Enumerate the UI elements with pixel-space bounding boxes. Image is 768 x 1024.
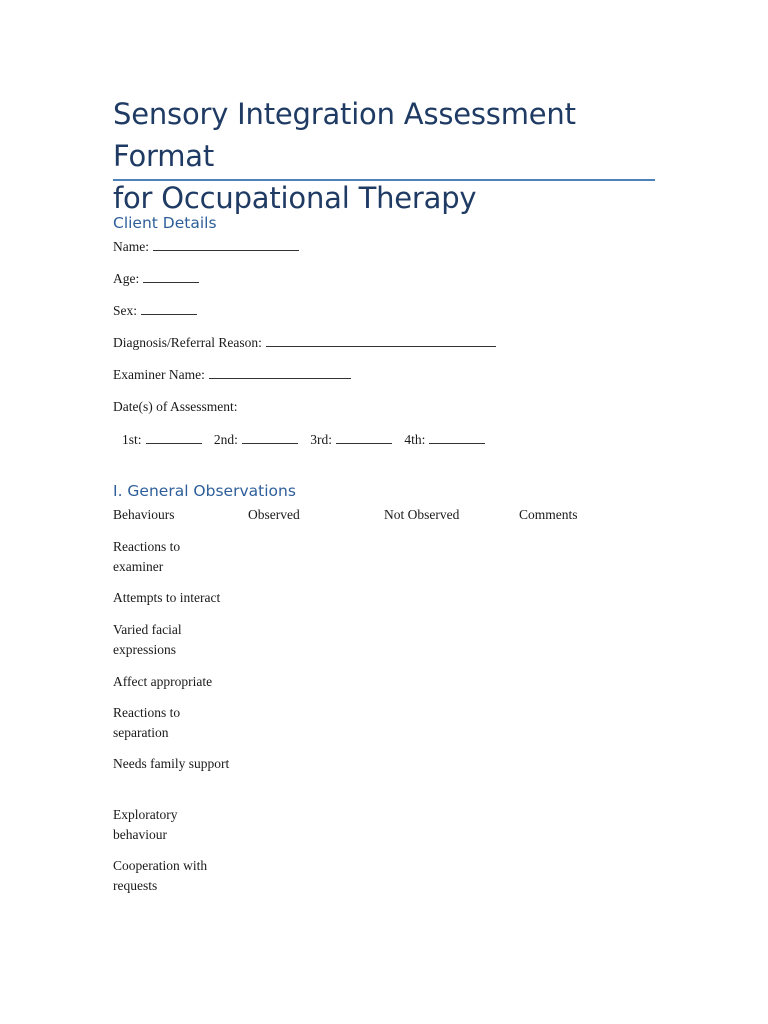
behaviour-row: Cooperation with requests xyxy=(113,858,208,893)
age-blank[interactable] xyxy=(143,270,199,283)
sex-blank[interactable] xyxy=(141,302,197,315)
document-title-line-1: Sensory Integration Assessment Format xyxy=(113,97,576,173)
date-1st-label: 1st: xyxy=(122,432,142,447)
date-3rd-blank[interactable] xyxy=(336,431,392,444)
date-1st xyxy=(122,431,202,449)
column-header-comments: Comments xyxy=(519,507,578,522)
behaviour-row: Exploratory behaviour xyxy=(113,807,178,842)
document-title-line-2: for Occupational Therapy xyxy=(113,181,477,215)
behaviour-row: Reactions to examiner xyxy=(113,539,181,574)
date-4th xyxy=(404,431,485,449)
name-label: Name: xyxy=(113,239,149,254)
client-details-heading: Client Details xyxy=(113,214,217,232)
date-2nd-blank[interactable] xyxy=(242,431,298,444)
behaviour-row: Affect appropriate xyxy=(113,674,213,689)
column-header-observed: Observed xyxy=(248,507,300,522)
general-observations-heading: I. General Observations xyxy=(113,482,296,500)
diagnosis-label: Diagnosis/Referral Reason: xyxy=(113,335,262,350)
date-4th-label: 4th: xyxy=(404,432,426,447)
assessment-dates-field xyxy=(113,398,237,416)
sex-field xyxy=(113,302,197,320)
date-2nd-label: 2nd: xyxy=(213,432,238,447)
date-1st-blank[interactable] xyxy=(146,431,202,444)
age-field xyxy=(113,270,199,288)
behaviour-row: Varied facial expressions xyxy=(113,622,182,657)
name-blank[interactable] xyxy=(153,238,299,251)
column-header-not-observed: Not Observed xyxy=(384,507,460,522)
title-underline xyxy=(113,179,655,181)
behaviour-row: Reactions to separation xyxy=(113,705,181,740)
assessment-dates-row xyxy=(122,431,494,449)
diagnosis-blank[interactable] xyxy=(266,334,496,347)
behaviour-row: Needs family support xyxy=(113,756,230,771)
date-4th-blank[interactable] xyxy=(429,431,485,444)
document-title xyxy=(113,93,673,219)
behaviour-row: Attempts to interact xyxy=(113,590,221,605)
name-field xyxy=(113,238,299,256)
examiner-name-label: Examiner Name: xyxy=(113,367,205,382)
date-3rd-label: 3rd: xyxy=(310,432,333,447)
date-2nd xyxy=(214,431,298,449)
sex-label: Sex: xyxy=(113,303,138,318)
date-3rd xyxy=(310,431,392,449)
diagnosis-field xyxy=(113,334,496,352)
examiner-name-blank[interactable] xyxy=(209,366,351,379)
column-header-behaviours: Behaviours xyxy=(113,507,175,522)
examiner-name-field xyxy=(113,366,351,384)
age-label: Age: xyxy=(113,271,140,286)
assessment-dates-label: Date(s) of Assessment: xyxy=(113,399,238,414)
